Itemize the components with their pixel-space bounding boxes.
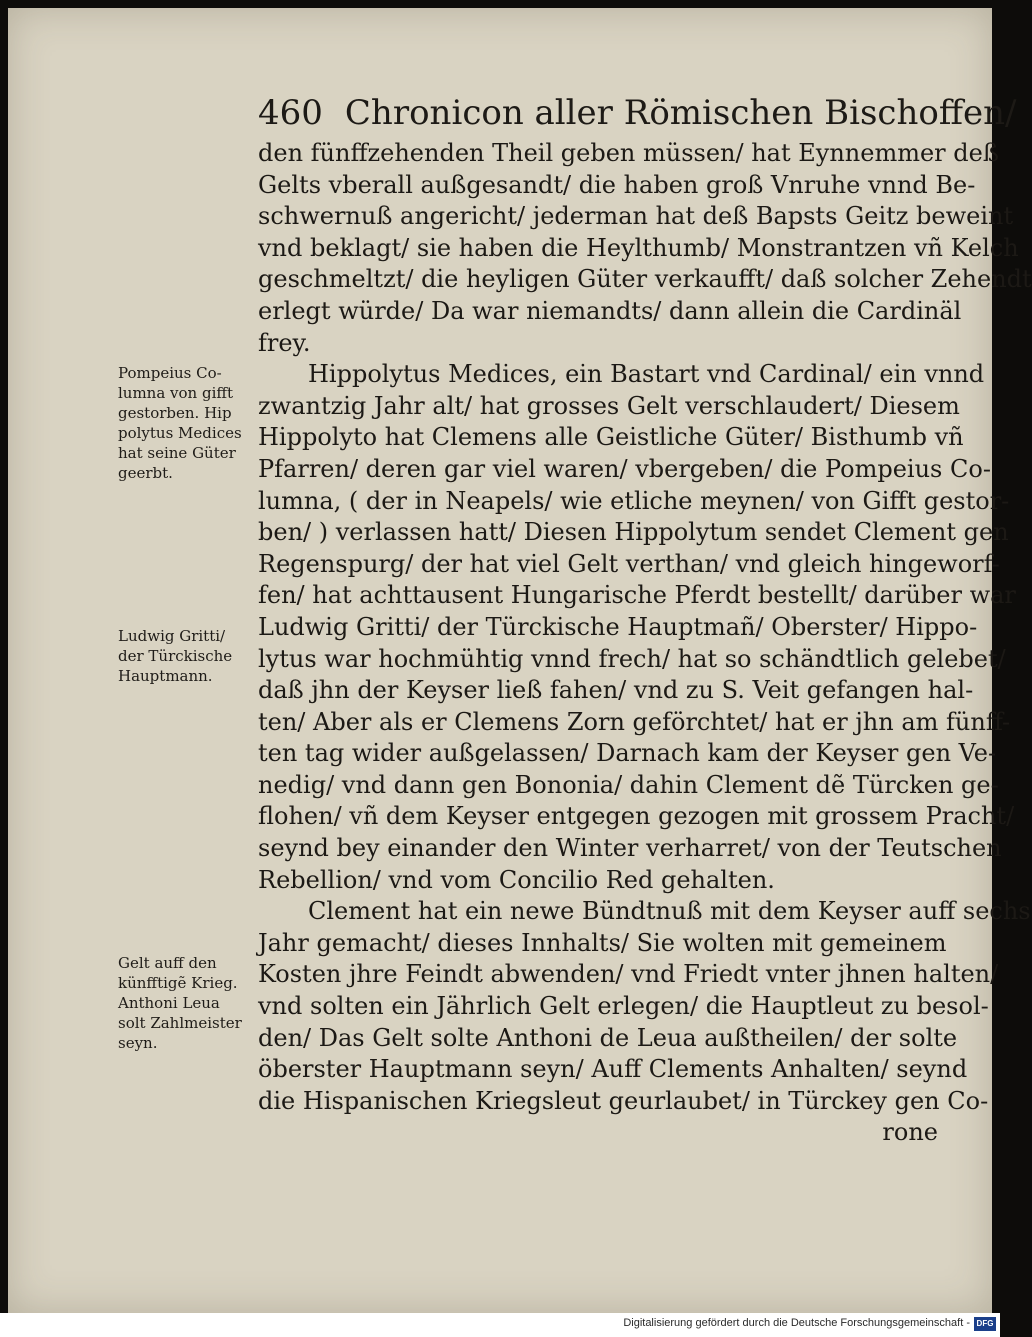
text-line: Kosten jhre Feindt abwenden/ vnd Friedt vnter jhnen halten/ — [258, 960, 999, 989]
margin-note-line: Hauptmann. — [118, 667, 213, 685]
dfg-logo: DFG — [974, 1317, 996, 1331]
text-line: nedig/ vnd dann gen Bononia/ dahin Clement dẽ Türcken ge- — [258, 770, 999, 799]
margin-note-line: solt Zahlmeister — [118, 1014, 242, 1032]
text-line: Rebellion/ vnd vom Concilio Red gehalten. — [258, 865, 775, 894]
text-line: ben/ ) verlassen hatt/ Diesen Hippolytum sendet Clement gen — [258, 518, 1009, 547]
text-line: Hippolytus Medices, ein Bastart vnd Cardinal/ ein vnnd — [308, 360, 985, 389]
text-line: zwantzig Jahr alt/ hat grosses Gelt verschlaudert/ Diesem — [258, 391, 960, 420]
text-line: daß jhn der Keyser ließ fahen/ vnd zu S. Veit gefangen hal- — [258, 676, 974, 705]
text-line: vnd solten ein Jährlich Gelt erlegen/ die Hauptleut zu besol- — [258, 992, 989, 1021]
text-line: öberster Hauptmann seyn/ Auff Clements Anhalten/ seynd — [258, 1055, 968, 1084]
text-line: frey. — [258, 328, 311, 357]
text-line: die Hispanischen Kriegsleut geurlaubet/ in Türckey gen Co- — [258, 1086, 989, 1115]
text-line: Jahr gemacht/ dieses Innhalts/ Sie wolten mit gemeinem — [258, 928, 947, 957]
margin-note-line: Gelt auff den — [118, 954, 217, 972]
text-line: ten/ Aber als er Clemens Zorn geförchtet/ hat er jhn am fünff- — [258, 707, 1011, 736]
margin-note-line: geerbt. — [118, 464, 173, 482]
text-line: lytus war hochmühtig vnnd frech/ hat so schändtlich gelebet/ — [258, 644, 1006, 673]
margin-note-line: Pompeius Co- — [118, 364, 222, 382]
text-line: den fünffzehenden Theil geben müssen/ hat Eynnemmer deß — [258, 139, 999, 167]
text-line: ten tag wider außgelassen/ Darnach kam der Keyser gen Ve- — [258, 739, 997, 768]
catchword: rone — [882, 1118, 938, 1147]
text-line: den/ Das Gelt solte Anthoni de Leua außtheilen/ der solte — [258, 1023, 958, 1052]
text-line: vnd beklagt/ sie haben die Heylthumb/ Monstrantzen vñ Kelch — [258, 233, 1019, 262]
text-line: Hippolyto hat Clemens alle Geistliche Güter/ Bisthumb vñ — [258, 423, 964, 452]
text-line: fen/ hat achttausent Hungarische Pferdt bestellt/ darüber war — [258, 581, 1016, 610]
margin-note-line: polytus Medices — [118, 424, 242, 442]
body-text — [258, 138, 1032, 1149]
margin-note-leua — [118, 953, 268, 1053]
text-line: flohen/ vñ dem Keyser entgegen gezogen mit grossem Pracht/ — [258, 802, 1015, 831]
text-line: erlegt würde/ Da war niemandts/ dann allein die Cardinäl — [258, 296, 962, 325]
text-line: seynd bey einander den Winter verharret/ von der Teutschen — [258, 834, 1002, 863]
margin-note-pompeius — [118, 363, 268, 483]
text-line: Regenspurg/ der hat viel Gelt verthan/ vnd gleich hingeworf- — [258, 549, 1000, 578]
margin-note-line: Anthoni Leua — [118, 994, 220, 1012]
page-number: 460 — [258, 93, 323, 133]
page-title: Chronicon aller Römischen Bischoffen/ — [344, 93, 1017, 133]
text-line: Gelts vberall außgesandt/ die haben groß Vnruhe vnnd Be- — [258, 170, 976, 199]
text-line: schwernuß angericht/ jederman hat deß Bapsts Geitz beweint — [258, 202, 1014, 231]
text-line: Clement hat ein newe Bündtnuß mit dem Keyser auff sechs — [308, 897, 1031, 926]
footer-bar — [0, 1313, 1000, 1337]
margin-note-line: künfftigẽ Krieg. — [118, 974, 238, 992]
document-page — [8, 8, 1032, 1313]
margin-note-line: der Türckische — [118, 647, 233, 665]
text-line: Ludwig Gritti/ der Türckische Hauptmañ/ Oberster/ Hippo- — [258, 612, 978, 641]
text-line: lumna, ( der in Neapels/ wie etliche meynen/ von Gifft gestor- — [258, 486, 1010, 515]
running-head — [258, 93, 1016, 133]
margin-note-line: Ludwig Gritti/ — [118, 627, 226, 645]
margin-note-line: lumna von gifft — [118, 384, 234, 402]
margin-note-line: seyn. — [118, 1034, 158, 1052]
margin-note-line: gestorben. Hip — [118, 404, 232, 422]
margin-note-gritti — [118, 626, 268, 686]
footer-credit: Digitalisierung gefördert durch die Deutsche Forschungsgemeinschaft - — [623, 1317, 970, 1329]
margin-note-line: hat seine Güter — [118, 444, 236, 462]
text-line: Pfarren/ deren gar viel waren/ vbergeben/ die Pompeius Co- — [258, 454, 991, 483]
text-line: geschmeltzt/ die heyligen Güter verkaufft/ daß solcher Zehendt — [258, 265, 1032, 294]
